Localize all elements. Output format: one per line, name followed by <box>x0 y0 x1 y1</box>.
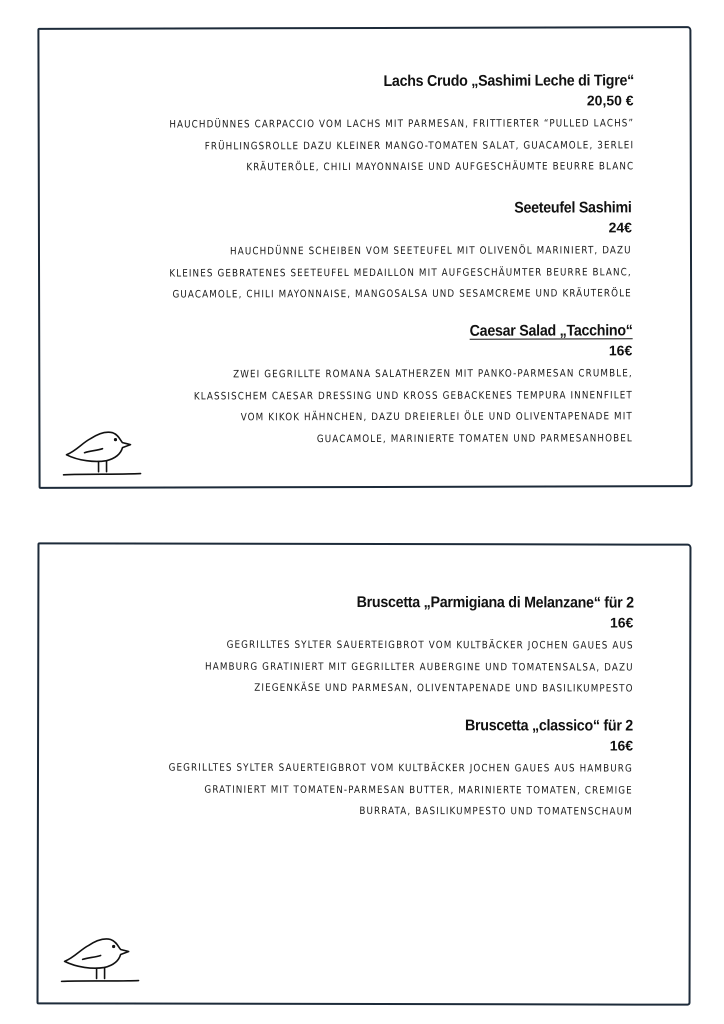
menu-item-lachs-crudo <box>93 72 634 179</box>
dish-title: Caesar Salad „Tacchino“ <box>469 322 633 340</box>
description-line: GEGRILLTES SYLTER SAUERTEIGBROT VOM KULTBÄCKER JOCHEN GAUES AUS <box>226 639 634 652</box>
description-line: KRÄUTERÖLE, CHILI MAYONNAISE UND AUFGESCHÄUMTE BEURRE BLANC <box>245 161 634 174</box>
description-line: GRATINIERT MIT TOMATEN-PARMESAN BUTTER, MARINIERTE TOMATEN, CREMIGE <box>204 784 633 797</box>
description-line: HAMBURG GRATINIERT MIT GEGRILLTER AUBERGINE UND TOMATENSALSA, DAZU <box>204 661 634 674</box>
description-line: GUACAMOLE, MARINIERTE TOMATEN UND PARMESANHOBEL <box>316 432 633 445</box>
dish-description <box>205 635 634 700</box>
menu-card-1 <box>37 26 692 489</box>
dish-price: 16€ <box>609 737 634 754</box>
menu-item-bruscetta-classico <box>93 716 633 823</box>
menu-item-seeteufel-sashimi <box>94 199 632 306</box>
dish-price: 16€ <box>608 342 633 359</box>
dish-price: 24€ <box>608 219 632 236</box>
dish-description <box>169 113 634 179</box>
dish-title: Seeteufel Sashimi <box>514 199 632 217</box>
dish-title: Lachs Crudo „Sashimi Leche di Tigre“ <box>383 72 634 90</box>
dish-description <box>169 758 633 823</box>
description-line: GEGRILLTES SYLTER SAUERTEIGBROT VOM KULTBÄCKER JOCHEN GAUES AUS HAMBURG <box>168 762 634 775</box>
menu-card-2 <box>37 542 692 1005</box>
dish-price: 16€ <box>609 614 634 631</box>
description-line: ZIEGENKÄSE UND PARMESAN, OLIVENTAPENADE UND BASILIKUMPESTO <box>253 682 634 695</box>
bird-icon <box>60 425 144 479</box>
dish-price: 20,50 € <box>586 92 634 109</box>
description-line: ZWEI GEGRILLTE ROMANA SALATHERZEN MIT PANKO-PARMESAN CRUMBLE, <box>232 368 633 381</box>
bird-icon <box>59 931 143 985</box>
dish-title: Bruscetta „classico“ für 2 <box>465 717 634 735</box>
description-line: VOM KIKOK HÄHNCHEN, DAZU DREIERLEI ÖLE UND OLIVENTAPENADE MIT <box>240 411 633 424</box>
dish-description <box>193 363 632 450</box>
dish-title: Bruscetta „Parmigiana di Melanzane“ für 2 <box>356 593 634 612</box>
description-line: BURRATA, BASILIKUMPESTO UND TOMATENSCHAUM <box>359 805 633 818</box>
description-line: FRÜHLINGSROLLE DAZU KLEINER MANGO-TOMATEN SALAT, GUACAMOLE, 3ERLEI <box>204 139 634 152</box>
description-line: HAUCHDÜNNE SCHEIBEN VOM SEETEUFEL MIT OLIVENÖL MARINIERT, DAZU <box>230 245 632 258</box>
dish-description <box>170 240 633 306</box>
menu-item-bruscetta-parmigiana <box>135 594 634 701</box>
description-line: KLASSISCHEM CAESAR DRESSING UND KROSS GEBACKENES TEMPURA INNENFILET <box>193 389 633 402</box>
description-line: GUACAMOLE, CHILI MAYONNAISE, MANGOSALSA UND SESAMCREME UND KRÄUTERÖLE <box>172 288 633 301</box>
menu-item-caesar-salad <box>122 322 633 450</box>
description-line: HAUCHDÜNNES CARPACCIO VOM LACHS MIT PARMESAN, FRITTIERTER “PULLED LACHS” <box>168 118 634 131</box>
description-line: KLEINES GEBRATENES SEETEUFEL MEDAILLON MIT AUFGESCHÄUMTER BEURRE BLANC, <box>169 266 633 280</box>
